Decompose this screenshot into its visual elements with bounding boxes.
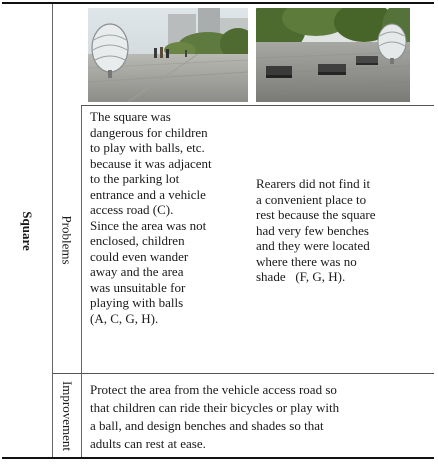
problems-right-line: a convenient place to bbox=[256, 191, 367, 207]
photo-row-divider bbox=[81, 105, 434, 106]
problems-left-line: The square was bbox=[90, 109, 171, 124]
problems-right-line: rest because the square bbox=[256, 207, 376, 222]
improvement-line: a ball, and design benches and shades so that bbox=[90, 418, 324, 433]
improvement-line: that children can ride their bicycles or play with bbox=[90, 400, 340, 415]
problems-right-line: had very few benches bbox=[256, 222, 369, 238]
improvement-line: adults can rest at ease. bbox=[90, 436, 206, 451]
problems-left-line: playing with balls bbox=[90, 295, 184, 310]
square-photo-1-icon bbox=[88, 8, 248, 102]
problems-left-line: access road (C). bbox=[90, 202, 174, 217]
square-photo-2 bbox=[256, 8, 410, 102]
problems-left-line: dangerous for children bbox=[90, 124, 208, 140]
problems-right-cell bbox=[256, 176, 428, 285]
improvement-line: Protect the area from the vehicle access road so bbox=[90, 382, 337, 397]
problems-right-line: and they were located bbox=[256, 238, 370, 253]
category-label-text: Square bbox=[20, 210, 35, 251]
improvement-cell bbox=[90, 381, 432, 453]
improvement-row-label-text: Improvement bbox=[60, 380, 76, 451]
problems-right-line: shade (F, G, H). bbox=[256, 269, 346, 284]
problems-left-line: (A, C, G, H). bbox=[90, 310, 159, 326]
problems-row-label-text: Problems bbox=[60, 214, 75, 265]
table-top-rule bbox=[2, 2, 434, 4]
square-photo-2-icon bbox=[256, 8, 410, 102]
problems-left-line: entrance and a vehicle bbox=[90, 186, 206, 202]
problems-left-line: away and the area bbox=[90, 264, 184, 279]
problems-left-line: because it was adjacent bbox=[90, 155, 212, 171]
category-label bbox=[2, 4, 52, 457]
problems-left-line: enclosed, children bbox=[90, 233, 185, 248]
problems-left-line: to the parking lot bbox=[90, 171, 180, 186]
improvement-row-label bbox=[53, 374, 81, 457]
problems-left-line: Since the area was not bbox=[90, 217, 207, 233]
problems-row-divider bbox=[53, 373, 434, 374]
problems-left-cell bbox=[90, 109, 240, 326]
square-photo-1 bbox=[88, 8, 248, 102]
row-label-column-divider bbox=[81, 106, 82, 457]
problems-left-line: to play with balls, etc. bbox=[90, 140, 205, 155]
problems-row-label bbox=[53, 106, 81, 373]
table-bottom-rule bbox=[2, 457, 434, 459]
problems-right-line: Rearers did not find it bbox=[256, 176, 371, 191]
problems-left-line: was unsuitable for bbox=[90, 279, 186, 295]
problems-right-line: where there was no bbox=[256, 253, 357, 269]
problems-left-line: could even wander bbox=[90, 248, 189, 264]
